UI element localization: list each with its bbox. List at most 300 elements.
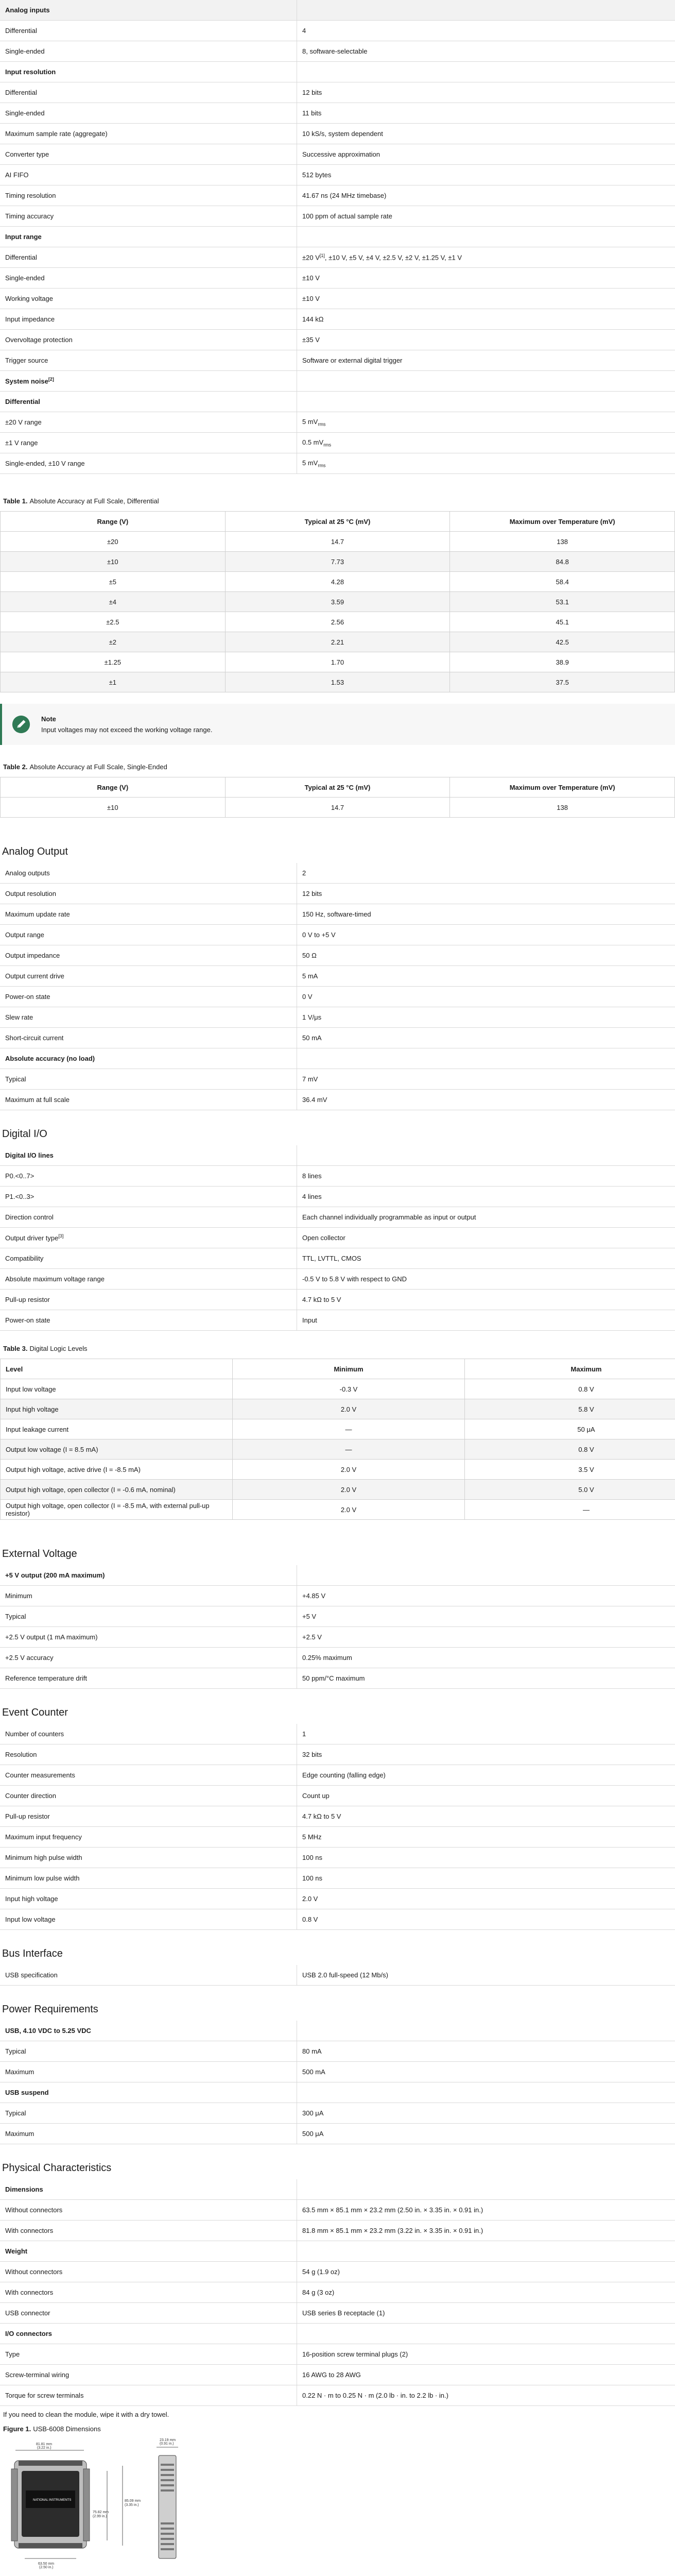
spec-key: Single-ended, ±10 V range bbox=[0, 453, 297, 474]
spec-value: 2 bbox=[297, 863, 675, 884]
spec-value: 54 g (1.9 oz) bbox=[297, 2262, 675, 2282]
spec-row bbox=[0, 1145, 675, 1166]
spec-key: Output impedance bbox=[0, 945, 297, 966]
event-counter-table bbox=[0, 1724, 675, 1930]
table-cell: 14.7 bbox=[225, 532, 450, 552]
spec-value: 512 bytes bbox=[297, 165, 675, 185]
spec-value: 16-position screw terminal plugs (2) bbox=[297, 2344, 675, 2365]
table-cell: 45.1 bbox=[450, 612, 675, 632]
spec-value: 0.22 N · m to 0.25 N · m (2.0 lb · in. to 2.2 lb · in.) bbox=[297, 2385, 675, 2406]
spec-row bbox=[0, 330, 675, 350]
spec-key: Maximum update rate bbox=[0, 904, 297, 925]
dim-side-a-in: (3.35 in.) bbox=[125, 2503, 139, 2507]
table-header-row bbox=[1, 1359, 675, 1379]
spec-key: Resolution bbox=[0, 1744, 297, 1765]
spec-value: 16 AWG to 28 AWG bbox=[297, 2365, 675, 2385]
spec-key: Input resolution bbox=[0, 62, 297, 82]
spec-value: 7 mV bbox=[297, 1069, 675, 1090]
spec-key: Maximum at full scale bbox=[0, 1090, 297, 1110]
spec-key: Typical bbox=[0, 1069, 297, 1090]
spec-value: Successive approximation bbox=[297, 144, 675, 165]
dim-bot-a-in: (2.50 in.) bbox=[39, 2566, 54, 2569]
table-cell: ±2.5 bbox=[1, 612, 226, 632]
spec-value: +4.85 V bbox=[297, 1586, 675, 1606]
table1-caption: Table 1. Absolute Accuracy at Full Scale, Differential bbox=[3, 497, 159, 505]
spec-row bbox=[0, 144, 675, 165]
spec-value bbox=[297, 227, 675, 247]
digital-io-heading: Digital I/O bbox=[2, 1128, 47, 1140]
table-row bbox=[1, 552, 675, 572]
spec-row bbox=[0, 268, 675, 289]
spec-value: 4 bbox=[297, 21, 675, 41]
spec-row bbox=[0, 1786, 675, 1806]
spec-key: ±1 V range bbox=[0, 433, 297, 453]
spec-value: ±10 V bbox=[297, 268, 675, 289]
spec-value: Open collector bbox=[297, 1228, 675, 1248]
table-row bbox=[1, 1399, 675, 1419]
spec-key: Screw-terminal wiring bbox=[0, 2365, 297, 2385]
spec-key: Direction control bbox=[0, 1207, 297, 1228]
spec-value: 0.25% maximum bbox=[297, 1648, 675, 1668]
table-cell: ±4 bbox=[1, 592, 226, 612]
spec-key: Type bbox=[0, 2344, 297, 2365]
spec-key: Dimensions bbox=[0, 2179, 297, 2200]
spec-value bbox=[297, 1145, 675, 1166]
table-cell: — bbox=[233, 1439, 465, 1460]
table-row bbox=[1, 1379, 675, 1399]
spec-key: Typical bbox=[0, 2041, 297, 2062]
spec-key: Number of counters bbox=[0, 1724, 297, 1744]
table-cell: 50 μA bbox=[465, 1419, 675, 1439]
spec-row bbox=[0, 1889, 675, 1909]
table-cell: ±10 bbox=[1, 798, 226, 818]
spec-key: Minimum high pulse width bbox=[0, 1848, 297, 1868]
spec-row bbox=[0, 1606, 675, 1627]
table-row bbox=[1, 652, 675, 672]
power-requirements-table bbox=[0, 2021, 675, 2144]
spec-row bbox=[0, 1868, 675, 1889]
event-counter-heading: Event Counter bbox=[2, 1707, 68, 1718]
spec-row bbox=[0, 2200, 675, 2221]
spec-row bbox=[0, 392, 675, 412]
spec-key: With connectors bbox=[0, 2282, 297, 2303]
digital-io-table bbox=[0, 1145, 675, 1331]
spec-row bbox=[0, 1048, 675, 1069]
spec-value: 10 kS/s, system dependent bbox=[297, 124, 675, 144]
table-cell: ±1.25 bbox=[1, 652, 226, 672]
spec-value: 100 ns bbox=[297, 1868, 675, 1889]
dim-top-b: 23.19 mm bbox=[160, 2438, 176, 2442]
spec-value: 500 mA bbox=[297, 2062, 675, 2082]
spec-key: Single-ended bbox=[0, 268, 297, 289]
spec-key: AI FIFO bbox=[0, 165, 297, 185]
spec-row bbox=[0, 1187, 675, 1207]
spec-row bbox=[0, 1627, 675, 1648]
spec-key: Maximum input frequency bbox=[0, 1827, 297, 1848]
spec-row bbox=[0, 453, 675, 474]
spec-key: Power-on state bbox=[0, 987, 297, 1007]
spec-key: Digital I/O lines bbox=[0, 1145, 297, 1166]
spec-row bbox=[0, 1290, 675, 1310]
spec-value: 63.5 mm × 85.1 mm × 23.2 mm (2.50 in. × 3.35 in. × 0.91 in.) bbox=[297, 2200, 675, 2221]
pencil-icon bbox=[11, 715, 31, 734]
spec-row bbox=[0, 289, 675, 309]
column-header: Range (V) bbox=[1, 512, 226, 532]
spec-row bbox=[0, 987, 675, 1007]
spec-value: 12 bits bbox=[297, 884, 675, 904]
table-cell: 42.5 bbox=[450, 632, 675, 652]
spec-key: Input range bbox=[0, 227, 297, 247]
table-cell: Input low voltage bbox=[1, 1379, 233, 1399]
spec-key: Typical bbox=[0, 2103, 297, 2124]
spec-row bbox=[0, 2262, 675, 2282]
table-row bbox=[1, 1480, 675, 1500]
spec-key: With connectors bbox=[0, 2221, 297, 2241]
spec-value: Count up bbox=[297, 1786, 675, 1806]
spec-key: Typical bbox=[0, 1606, 297, 1627]
spec-key: Analog outputs bbox=[0, 863, 297, 884]
table-row bbox=[1, 798, 675, 818]
spec-value: 32 bits bbox=[297, 1744, 675, 1765]
table-cell: Input high voltage bbox=[1, 1399, 233, 1419]
table-cell: Output high voltage, open collector (I = -8.5 mA, with external pull-up resistor) bbox=[1, 1500, 233, 1520]
spec-row bbox=[0, 371, 675, 392]
spec-key: Analog inputs bbox=[0, 0, 297, 21]
spec-value: 11 bits bbox=[297, 103, 675, 124]
table-cell: 2.0 V bbox=[233, 1460, 465, 1480]
spec-key: Slew rate bbox=[0, 1007, 297, 1028]
spec-value: 8 lines bbox=[297, 1166, 675, 1187]
spec-row bbox=[0, 1207, 675, 1228]
spec-value bbox=[297, 2021, 675, 2041]
table-cell: 3.59 bbox=[225, 592, 450, 612]
table-cell: 2.21 bbox=[225, 632, 450, 652]
dim-top-a: 81.81 mm bbox=[36, 2443, 53, 2446]
spec-key: Output range bbox=[0, 925, 297, 945]
spec-row bbox=[0, 2179, 675, 2200]
spec-value: 4.7 kΩ to 5 V bbox=[297, 1806, 675, 1827]
spec-value bbox=[297, 392, 675, 412]
spec-key: Counter measurements bbox=[0, 1765, 297, 1786]
spec-row bbox=[0, 1228, 675, 1248]
table-row bbox=[1, 532, 675, 552]
spec-row bbox=[0, 433, 675, 453]
spec-value: 4 lines bbox=[297, 1187, 675, 1207]
spec-value: USB 2.0 full-speed (12 Mb/s) bbox=[297, 1965, 675, 1986]
table-cell: 37.5 bbox=[450, 672, 675, 692]
table-cell: ±5 bbox=[1, 572, 226, 592]
spec-value bbox=[297, 1565, 675, 1586]
spec-row bbox=[0, 1848, 675, 1868]
table-row bbox=[1, 1419, 675, 1439]
spec-key: Converter type bbox=[0, 144, 297, 165]
spec-row bbox=[0, 206, 675, 227]
dim-top-a-in: (3.22 in.) bbox=[37, 2446, 51, 2450]
spec-value: 144 kΩ bbox=[297, 309, 675, 330]
table-cell: 2.0 V bbox=[233, 1480, 465, 1500]
table-cell: 38.9 bbox=[450, 652, 675, 672]
spec-row bbox=[0, 1765, 675, 1786]
spec-key: Without connectors bbox=[0, 2200, 297, 2221]
spec-key: Working voltage bbox=[0, 289, 297, 309]
table-cell: 53.1 bbox=[450, 592, 675, 612]
spec-value bbox=[297, 2179, 675, 2200]
spec-key: USB suspend bbox=[0, 2082, 297, 2103]
spec-key: Maximum bbox=[0, 2062, 297, 2082]
spec-value bbox=[297, 2082, 675, 2103]
physical-characteristics-table bbox=[0, 2179, 675, 2406]
dim-top-b-in: (0.91 in.) bbox=[160, 2442, 174, 2446]
spec-key: Output resolution bbox=[0, 884, 297, 904]
spec-row bbox=[0, 1269, 675, 1290]
spec-row bbox=[0, 2241, 675, 2262]
spec-row bbox=[0, 2365, 675, 2385]
table-cell: 7.73 bbox=[225, 552, 450, 572]
table-cell: 2.0 V bbox=[233, 1399, 465, 1419]
spec-key: +2.5 V output (1 mA maximum) bbox=[0, 1627, 297, 1648]
table3-caption: Table 3. Digital Logic Levels bbox=[3, 1344, 88, 1352]
spec-key: Pull-up resistor bbox=[0, 1806, 297, 1827]
spec-row bbox=[0, 1668, 675, 1689]
physical-characteristics-heading: Physical Characteristics bbox=[2, 2162, 112, 2174]
spec-key: USB connector bbox=[0, 2303, 297, 2324]
spec-row bbox=[0, 1248, 675, 1269]
spec-row bbox=[0, 227, 675, 247]
column-header: Minimum bbox=[233, 1359, 465, 1379]
spec-row bbox=[0, 2062, 675, 2082]
spec-key: Torque for screw terminals bbox=[0, 2385, 297, 2406]
spec-row bbox=[0, 165, 675, 185]
table-row bbox=[1, 1460, 675, 1480]
spec-row bbox=[0, 2082, 675, 2103]
accuracy-single-ended-table bbox=[0, 777, 675, 818]
spec-key: Timing accuracy bbox=[0, 206, 297, 227]
table-cell: ±2 bbox=[1, 632, 226, 652]
spec-key: Maximum sample rate (aggregate) bbox=[0, 124, 297, 144]
spec-row bbox=[0, 1724, 675, 1744]
bus-interface-table bbox=[0, 1965, 675, 1986]
spec-value: 81.8 mm × 85.1 mm × 23.2 mm (3.22 in. × 3.35 in. × 0.91 in.) bbox=[297, 2221, 675, 2241]
table-row bbox=[1, 672, 675, 692]
table-header-row bbox=[1, 777, 675, 798]
table-cell: 5.8 V bbox=[465, 1399, 675, 1419]
spec-key: USB specification bbox=[0, 1965, 297, 1986]
spec-key: +5 V output (200 mA maximum) bbox=[0, 1565, 297, 1586]
bus-interface-heading: Bus Interface bbox=[2, 1948, 63, 1959]
spec-row bbox=[0, 925, 675, 945]
spec-key: Maximum bbox=[0, 2124, 297, 2144]
column-header: Typical at 25 °C (mV) bbox=[225, 777, 450, 798]
table-cell: ±1 bbox=[1, 672, 226, 692]
dimensions-figure bbox=[0, 2435, 675, 2576]
spec-row bbox=[0, 21, 675, 41]
spec-value: 5 $mV_{rms}$ bbox=[297, 412, 675, 433]
spec-row bbox=[0, 1648, 675, 1668]
spec-value: ±10 V bbox=[297, 289, 675, 309]
spec-row bbox=[0, 2282, 675, 2303]
spec-row bbox=[0, 82, 675, 103]
spec-key: I/O connectors bbox=[0, 2324, 297, 2344]
spec-value: ±20 V[1], ±10 V, ±5 V, ±4 V, ±2.5 V, ±2 V, ±1.25 V, ±1 V bbox=[297, 247, 675, 268]
external-voltage-table bbox=[0, 1565, 675, 1689]
spec-value bbox=[297, 1048, 675, 1069]
spec-key: Power-on state bbox=[0, 1310, 297, 1331]
column-header: Typical at 25 °C (mV) bbox=[225, 512, 450, 532]
table2-caption: Table 2. Absolute Accuracy at Full Scale, Single-Ended bbox=[3, 762, 167, 771]
dim-bot-a: 63.50 mm bbox=[38, 2562, 55, 2566]
dim-side-b-in: (2.99 in.) bbox=[93, 2515, 107, 2518]
digital-logic-levels-table bbox=[0, 1359, 675, 1520]
spec-key: Pull-up resistor bbox=[0, 1290, 297, 1310]
spec-row bbox=[0, 966, 675, 987]
spec-value bbox=[297, 2324, 675, 2344]
spec-row bbox=[0, 1744, 675, 1765]
spec-value bbox=[297, 0, 675, 21]
figure1-caption: Figure 1. USB-6008 Dimensions bbox=[3, 2425, 101, 2433]
spec-row bbox=[0, 904, 675, 925]
spec-value: 50 Ω bbox=[297, 945, 675, 966]
clean-instructions: If you need to clean the module, wipe it with a dry towel. bbox=[3, 2410, 169, 2418]
note-title: Note bbox=[41, 715, 56, 723]
spec-key: P1.<0..3> bbox=[0, 1187, 297, 1207]
spec-value: 4.7 kΩ to 5 V bbox=[297, 1290, 675, 1310]
spec-row bbox=[0, 884, 675, 904]
table-row bbox=[1, 1500, 675, 1520]
spec-value: 8, software-selectable bbox=[297, 41, 675, 62]
spec-key: Absolute maximum voltage range bbox=[0, 1269, 297, 1290]
spec-row bbox=[0, 2344, 675, 2365]
spec-key: +2.5 V accuracy bbox=[0, 1648, 297, 1668]
spec-row bbox=[0, 412, 675, 433]
table-cell: 84.8 bbox=[450, 552, 675, 572]
spec-row bbox=[0, 1069, 675, 1090]
spec-row bbox=[0, 863, 675, 884]
table-cell: Output high voltage, active drive (I = -8.5 mA) bbox=[1, 1460, 233, 1480]
spec-value: 5 MHz bbox=[297, 1827, 675, 1848]
spec-value: 1 V/μs bbox=[297, 1007, 675, 1028]
spec-row bbox=[0, 309, 675, 330]
external-voltage-heading: External Voltage bbox=[2, 1548, 77, 1560]
table-cell: — bbox=[465, 1500, 675, 1520]
table-cell: 1.53 bbox=[225, 672, 450, 692]
spec-row bbox=[0, 1965, 675, 1986]
table-cell: 58.4 bbox=[450, 572, 675, 592]
spec-row bbox=[0, 247, 675, 268]
spec-row bbox=[0, 1565, 675, 1586]
table-cell: Output high voltage, open collector (I = -0.6 mA, nominal) bbox=[1, 1480, 233, 1500]
accuracy-differential-table bbox=[0, 511, 675, 692]
analog-output-table bbox=[0, 863, 675, 1110]
spec-value: 500 μA bbox=[297, 2124, 675, 2144]
dim-side-a: 85.09 mm bbox=[125, 2499, 141, 2503]
table-cell: 0.8 V bbox=[465, 1439, 675, 1460]
spec-key: Timing resolution bbox=[0, 185, 297, 206]
table-cell: 0.8 V bbox=[465, 1379, 675, 1399]
spec-value: 41.67 ns (24 MHz timebase) bbox=[297, 185, 675, 206]
spec-value: 50 mA bbox=[297, 1028, 675, 1048]
spec-key: Differential bbox=[0, 247, 297, 268]
spec-value: 100 ppm of actual sample rate bbox=[297, 206, 675, 227]
table-cell: 3.5 V bbox=[465, 1460, 675, 1480]
spec-row bbox=[0, 62, 675, 82]
spec-value: 5 $mV_{rms}$ bbox=[297, 453, 675, 474]
table-row bbox=[1, 1439, 675, 1460]
power-requirements-heading: Power Requirements bbox=[2, 2004, 98, 2015]
table-cell: 14.7 bbox=[225, 798, 450, 818]
spec-row bbox=[0, 1909, 675, 1930]
analog-inputs-table bbox=[0, 0, 675, 474]
table-cell: 2.0 V bbox=[233, 1500, 465, 1520]
spec-row bbox=[0, 1090, 675, 1110]
spec-row bbox=[0, 2021, 675, 2041]
spec-value: 2.0 V bbox=[297, 1889, 675, 1909]
spec-row bbox=[0, 2324, 675, 2344]
spec-key: Input high voltage bbox=[0, 1889, 297, 1909]
device-brand: NATIONAL INSTRUMENTS bbox=[33, 2499, 72, 2502]
spec-key: Minimum bbox=[0, 1586, 297, 1606]
spec-key: Input low voltage bbox=[0, 1909, 297, 1930]
spec-row bbox=[0, 2221, 675, 2241]
dim-side-b: 75.82 mm bbox=[93, 2511, 109, 2514]
spec-key: Minimum low pulse width bbox=[0, 1868, 297, 1889]
spec-row bbox=[0, 0, 675, 21]
spec-value: 84 g (3 oz) bbox=[297, 2282, 675, 2303]
spec-value: +5 V bbox=[297, 1606, 675, 1627]
spec-value: TTL, LVTTL, CMOS bbox=[297, 1248, 675, 1269]
column-header: Range (V) bbox=[1, 777, 226, 798]
spec-value: 100 ns bbox=[297, 1848, 675, 1868]
spec-value bbox=[297, 371, 675, 392]
column-header: Maximum over Temperature (mV) bbox=[450, 777, 675, 798]
spec-key: Output current drive bbox=[0, 966, 297, 987]
spec-value: 0 V bbox=[297, 987, 675, 1007]
spec-row bbox=[0, 1007, 675, 1028]
spec-value: 0 V to +5 V bbox=[297, 925, 675, 945]
spec-row bbox=[0, 103, 675, 124]
spec-value: 0.5 $mV_{rms}$ bbox=[297, 433, 675, 453]
note-text: Input voltages may not exceed the working voltage range. bbox=[41, 726, 213, 734]
table-row bbox=[1, 632, 675, 652]
spec-row bbox=[0, 2303, 675, 2324]
spec-value: 50 ppm/°C maximum bbox=[297, 1668, 675, 1689]
spec-key: ±20 V range bbox=[0, 412, 297, 433]
spec-row bbox=[0, 124, 675, 144]
table-cell: Output low voltage (I = 8.5 mA) bbox=[1, 1439, 233, 1460]
table-cell: ±10 bbox=[1, 552, 226, 572]
spec-value: Each channel individually programmable as input or output bbox=[297, 1207, 675, 1228]
table-row bbox=[1, 612, 675, 632]
spec-value bbox=[297, 2241, 675, 2262]
spec-value: 5 mA bbox=[297, 966, 675, 987]
spec-key: Without connectors bbox=[0, 2262, 297, 2282]
spec-key: Counter direction bbox=[0, 1786, 297, 1806]
spec-row bbox=[0, 1586, 675, 1606]
table-row bbox=[1, 572, 675, 592]
spec-key: Reference temperature drift bbox=[0, 1668, 297, 1689]
table-cell: 2.56 bbox=[225, 612, 450, 632]
spec-row bbox=[0, 350, 675, 371]
spec-value: Input bbox=[297, 1310, 675, 1331]
spec-value: 300 μA bbox=[297, 2103, 675, 2124]
table-cell: — bbox=[233, 1419, 465, 1439]
spec-key: Single-ended bbox=[0, 103, 297, 124]
table-cell: 138 bbox=[450, 532, 675, 552]
spec-key: Single-ended bbox=[0, 41, 297, 62]
table-cell: 138 bbox=[450, 798, 675, 818]
spec-key: Trigger source bbox=[0, 350, 297, 371]
spec-key: USB, 4.10 VDC to 5.25 VDC bbox=[0, 2021, 297, 2041]
table-cell: 1.70 bbox=[225, 652, 450, 672]
